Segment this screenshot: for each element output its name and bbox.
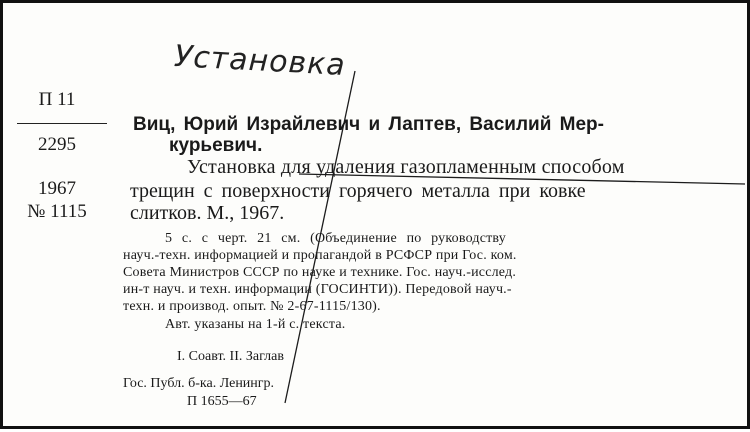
shelf-class-code: П 11 <box>38 89 76 110</box>
collation-note-line: техн. и производ. опыт. № 2-67-1115/130). <box>123 299 381 314</box>
author-heading-line1: Виц, Юрий Израйлевич и Лаптев, Василий Мер- <box>133 114 604 135</box>
collation-note-line: ин-т науч. и техн. информации (ГОСИНТИ)). Передовой науч.- <box>123 282 512 297</box>
title-line-3: слитков. М., 1967. <box>130 202 285 224</box>
shelf-issue: № 1115 <box>27 201 87 222</box>
tracing-entries: I. Соавт. II. Заглав <box>177 349 284 364</box>
author-heading-line2: курьевич. <box>169 135 263 156</box>
title-line-2: трещин с поверхности горячего металла при ковке <box>130 180 586 202</box>
pen-annotation-marks <box>3 3 750 432</box>
collation-note-line: 5 с. с черт. 21 см. (Объединение по руководству <box>165 231 506 246</box>
shelf-divider <box>17 123 107 124</box>
shelf-number: 2295 <box>38 134 76 155</box>
authors-note-line: Авт. указаны на 1-й с. текста. <box>165 317 346 332</box>
collation-note-line: науч.-техн. информацией и пропагандой в РСФСР при Гос. ком. <box>123 248 517 263</box>
title-line-1: Установка для удаления газопламенным способом <box>187 156 625 178</box>
handwritten-note: Установка <box>173 39 347 83</box>
collation-note-line: Совета Министров СССР по науке и технике. Гос. науч.-исслед. <box>123 265 517 280</box>
printer-imprint: Гос. Публ. б-ка. Ленингр. <box>123 376 275 391</box>
shelf-year: 1967 <box>38 178 76 199</box>
print-order-number: П 1655—67 <box>187 394 257 409</box>
